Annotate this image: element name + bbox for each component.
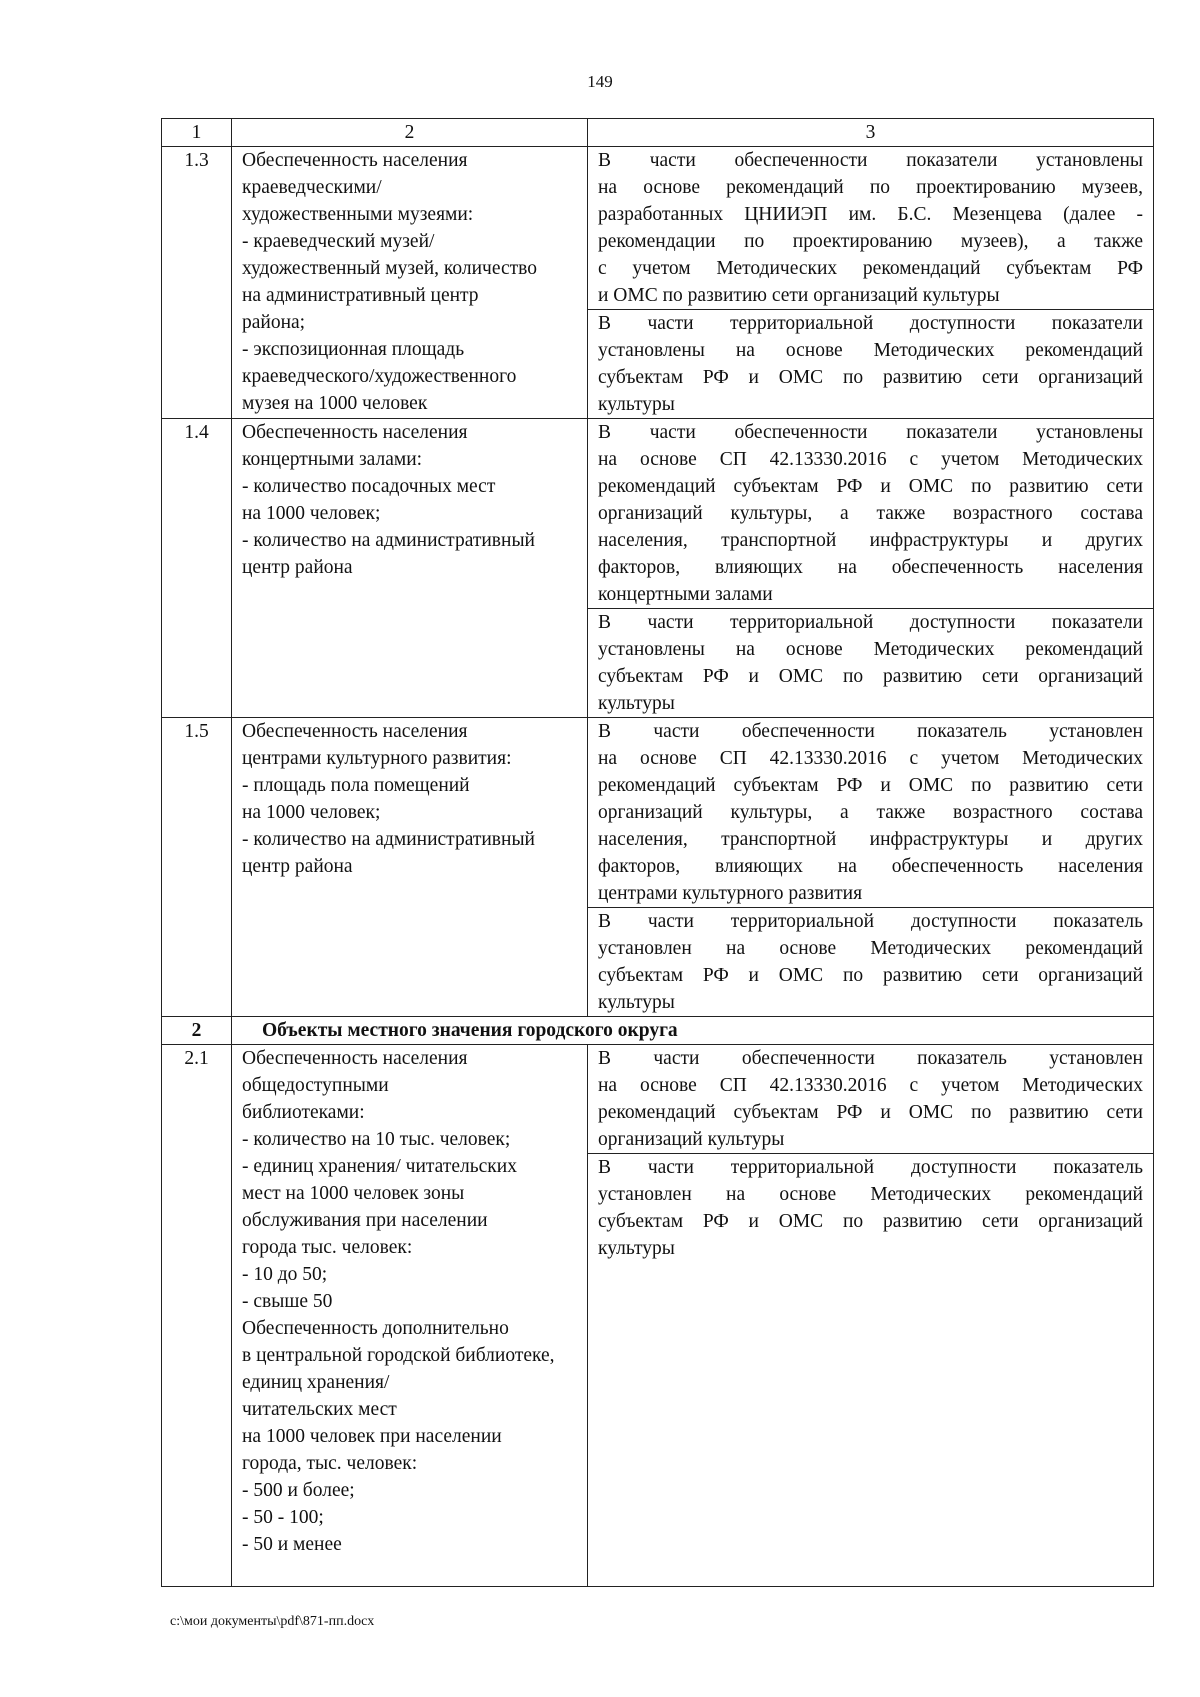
basis-cell	[588, 718, 1154, 1017]
indicator-line: города, тыс. человек:	[242, 1453, 418, 1474]
basis-line: рекомендаций субъектам РФ и ОМС по развитию сети	[598, 775, 1143, 796]
indicator-line: Обеспеченность дополнительно	[242, 1318, 509, 1339]
table-header-row	[162, 119, 1154, 147]
basis-paragraph	[588, 1153, 1153, 1262]
indicator-line: - 500 и более;	[242, 1480, 355, 1501]
indicator-line: Обеспеченность населения	[242, 721, 468, 742]
footer-file-path: c:\мои документы\pdf\871-пп.docx	[170, 1614, 375, 1629]
basis-line: организаций культуры	[598, 1129, 785, 1150]
basis-line: концертными залами	[598, 584, 773, 605]
section-row	[162, 1017, 1154, 1045]
basis-line: на основе СП 42.13330.2016 с учетом Методических	[598, 748, 1143, 769]
basis-line: организаций культуры, а также возрастного состава	[598, 802, 1143, 823]
table-row	[162, 718, 1154, 1017]
indicator-line: библиотеками:	[242, 1102, 365, 1123]
basis-line: установлен на основе Методических рекомендаций	[598, 938, 1143, 959]
indicator-line: музея на 1000 человек	[242, 393, 428, 414]
basis-cell	[588, 147, 1154, 419]
basis-line: В части территориальной доступности показатели	[598, 313, 1143, 334]
indicator-line: - 50 - 100;	[242, 1507, 324, 1528]
basis-line: В части обеспеченности показатель установлен	[598, 721, 1143, 742]
basis-line: установлены на основе Методических рекомендаций	[598, 340, 1143, 361]
basis-line: установлен на основе Методических рекомендаций	[598, 1184, 1143, 1205]
basis-paragraph	[588, 608, 1153, 717]
indicator-line: - экспозиционная площадь	[242, 339, 465, 360]
indicator-line: художественными музеями:	[242, 204, 474, 225]
indicator-line: обслуживания при населении	[242, 1210, 488, 1231]
table-body	[162, 119, 1154, 1587]
basis-line: разработанных ЦНИИЭП им. Б.С. Мезенцева (далее -	[598, 204, 1143, 225]
row-number: 1.4	[162, 419, 232, 718]
indicator-line: - количество на административный	[242, 829, 535, 850]
basis-line: субъектам РФ и ОМС по развитию сети организаций	[598, 965, 1143, 986]
basis-line: культуры	[598, 394, 675, 415]
basis-line: на основе рекомендаций по проектированию музеев,	[598, 177, 1143, 198]
basis-line: с учетом Методических рекомендаций субъектам РФ	[598, 258, 1143, 279]
basis-line: рекомендации по проектированию музеев), а также	[598, 231, 1143, 252]
basis-line: культуры	[598, 693, 675, 714]
page-number: 149	[587, 72, 613, 91]
basis-cell	[588, 419, 1154, 718]
indicator-line: краеведческого/художественного	[242, 366, 517, 387]
indicator-line: города тыс. человек:	[242, 1237, 413, 1258]
basis-line: факторов, влияющих на обеспеченность населения	[598, 856, 1143, 877]
row-number: 2.1	[162, 1045, 232, 1587]
section-title: Объекты местного значения городского округа	[232, 1017, 1154, 1045]
table-row	[162, 147, 1154, 419]
indicator-line: в центральной городской библиотеке,	[242, 1345, 555, 1366]
basis-line: субъектам РФ и ОМС по развитию сети организаций	[598, 367, 1143, 388]
basis-cell	[588, 1045, 1154, 1587]
indicator-line: на 1000 человек при населении	[242, 1426, 502, 1447]
indicator-line: - количество на административный	[242, 530, 535, 551]
header-col-3: 3	[588, 119, 1154, 147]
table-row	[162, 419, 1154, 718]
basis-line: факторов, влияющих на обеспеченность населения	[598, 557, 1143, 578]
header-col-1: 1	[162, 119, 232, 147]
indicator-line: концертными залами:	[242, 449, 423, 470]
indicator-line: - единиц хранения/ читательских	[242, 1156, 517, 1177]
basis-line: и ОМС по развитию сети организаций культуры	[598, 285, 1000, 306]
basis-line: В части обеспеченности показатели установлены	[598, 422, 1143, 443]
table-row	[162, 1045, 1154, 1587]
indicator-line: - свыше 50	[242, 1291, 333, 1312]
basis-paragraph	[588, 309, 1153, 418]
basis-line: субъектам РФ и ОМС по развитию сети организаций	[598, 666, 1143, 687]
basis-paragraph	[588, 419, 1153, 608]
basis-paragraph	[588, 147, 1153, 309]
indicator-line: Обеспеченность населения	[242, 1048, 468, 1069]
indicator-line: района;	[242, 312, 306, 333]
indicator-line: - 10 до 50;	[242, 1264, 328, 1285]
row-number: 1.3	[162, 147, 232, 419]
basis-line: В части территориальной доступности показатели	[598, 612, 1143, 633]
basis-line: населения, транспортной инфраструктуры и других	[598, 829, 1143, 850]
indicator-line: общедоступными	[242, 1075, 389, 1096]
indicator-line: художественный музей, количество	[242, 258, 538, 279]
indicator-line: на административный центр	[242, 285, 479, 306]
basis-line: на основе СП 42.13330.2016 с учетом Методических	[598, 1075, 1143, 1096]
indicator-line: краеведческими/	[242, 177, 382, 198]
indicator-line: Обеспеченность населения	[242, 150, 468, 171]
cell-filler	[242, 1558, 579, 1586]
basis-line: культуры	[598, 992, 675, 1013]
basis-line: субъектам РФ и ОМС по развитию сети организаций	[598, 1211, 1143, 1232]
indicator-line: центрами культурного развития:	[242, 748, 512, 769]
indicator-line: центр района	[242, 856, 353, 877]
basis-paragraph	[588, 1045, 1153, 1153]
indicator-line: - количество на 10 тыс. человек;	[242, 1129, 511, 1150]
indicator-line: читательских мест	[242, 1399, 397, 1420]
basis-line: на основе СП 42.13330.2016 с учетом Методических	[598, 449, 1143, 470]
basis-paragraph	[588, 718, 1153, 907]
indicator-line: центр района	[242, 557, 353, 578]
indicator-line: на 1000 человек;	[242, 503, 381, 524]
basis-line: В части обеспеченности показатели установлены	[598, 150, 1143, 171]
indicator-line: мест на 1000 человек зоны	[242, 1183, 465, 1204]
indicator-cell	[232, 718, 588, 1017]
indicator-line: - площадь пола помещений	[242, 775, 470, 796]
basis-line: установлены на основе Методических рекомендаций	[598, 639, 1143, 660]
norms-table	[161, 118, 1154, 1587]
basis-paragraph	[588, 907, 1153, 1016]
basis-line: центрами культурного развития	[598, 883, 863, 904]
row-number: 1.5	[162, 718, 232, 1017]
indicator-line: на 1000 человек;	[242, 802, 381, 823]
header-col-2: 2	[232, 119, 588, 147]
section-number: 2	[162, 1017, 232, 1045]
indicator-line: единиц хранения/	[242, 1372, 390, 1393]
indicator-cell	[232, 419, 588, 718]
basis-line: рекомендаций субъектам РФ и ОМС по развитию сети	[598, 476, 1143, 497]
basis-line: В части обеспеченности показатель установлен	[598, 1048, 1143, 1069]
indicator-line: - количество посадочных мест	[242, 476, 496, 497]
basis-line: населения, транспортной инфраструктуры и других	[598, 530, 1143, 551]
indicator-cell	[232, 1045, 588, 1587]
indicator-line: - краеведческий музей/	[242, 231, 435, 252]
basis-line: организаций культуры, а также возрастного состава	[598, 503, 1143, 524]
basis-line: культуры	[598, 1238, 675, 1259]
indicator-line: - 50 и менее	[242, 1534, 342, 1555]
basis-line: рекомендаций субъектам РФ и ОМС по развитию сети	[598, 1102, 1143, 1123]
indicator-line: Обеспеченность населения	[242, 422, 468, 443]
indicator-cell	[232, 147, 588, 419]
basis-line: В части территориальной доступности показатель	[598, 911, 1143, 932]
basis-line: В части территориальной доступности показатель	[598, 1157, 1143, 1178]
